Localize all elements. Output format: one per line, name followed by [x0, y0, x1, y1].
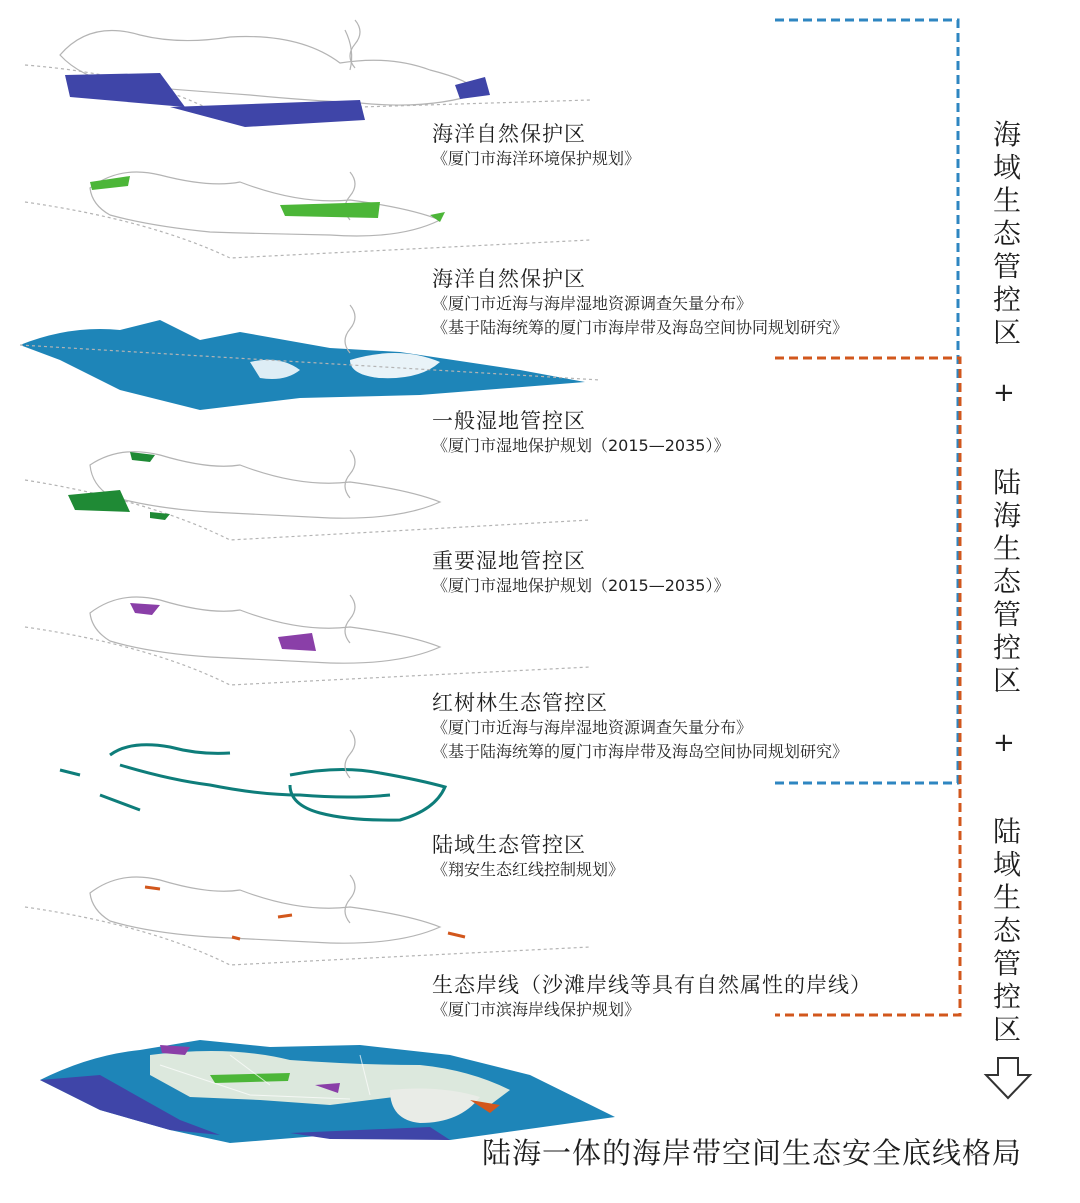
layer-source: 《厦门市近海与海岸湿地资源调查矢量分布》 — [432, 294, 753, 313]
group-marine: 海域生态管控区 — [992, 118, 1021, 349]
group-landsea: 陆海生态管控区 — [992, 466, 1021, 697]
layer-title: 陆域生态管控区 — [432, 833, 586, 857]
land-bracket — [775, 358, 960, 1015]
layer-title: 海洋自然保护区 — [432, 267, 586, 291]
layer-source: 《基于陆海统筹的厦门市海岸带及海岛空间协同规划研究》 — [432, 318, 849, 337]
layer-source: 《厦门市湿地保护规划（2015—2035）》 — [432, 576, 730, 595]
down-arrow-icon — [986, 1058, 1030, 1098]
layer-title: 生态岸线（沙滩岸线等具有自然属性的岸线） — [432, 973, 872, 997]
layer-title: 海洋自然保护区 — [432, 122, 586, 146]
plus-sign-1: + — [993, 378, 1015, 408]
layer-source: 《翔安生态红线控制规划》 — [432, 860, 625, 879]
layer-source: 《厦门市湿地保护规划（2015—2035）》 — [432, 436, 730, 455]
layer-source: 《厦门市滨海岸线保护规划》 — [432, 1000, 641, 1019]
group-land: 陆域生态管控区 — [992, 815, 1021, 1046]
layer-source: 《厦门市海洋环境保护规划》 — [432, 149, 641, 168]
layer-title: 一般湿地管控区 — [432, 409, 586, 433]
plus-sign-2: + — [993, 728, 1015, 758]
layer-title: 红树林生态管控区 — [432, 691, 608, 715]
result-title: 陆海一体的海岸带空间生态安全底线格局 — [482, 1136, 1023, 1170]
layer-source: 《基于陆海统筹的厦门市海岸带及海岛空间协同规划研究》 — [432, 742, 849, 761]
layer-title: 重要湿地管控区 — [432, 549, 586, 573]
layer-source: 《厦门市近海与海岸湿地资源调查矢量分布》 — [432, 718, 753, 737]
marine-bracket — [775, 20, 958, 783]
